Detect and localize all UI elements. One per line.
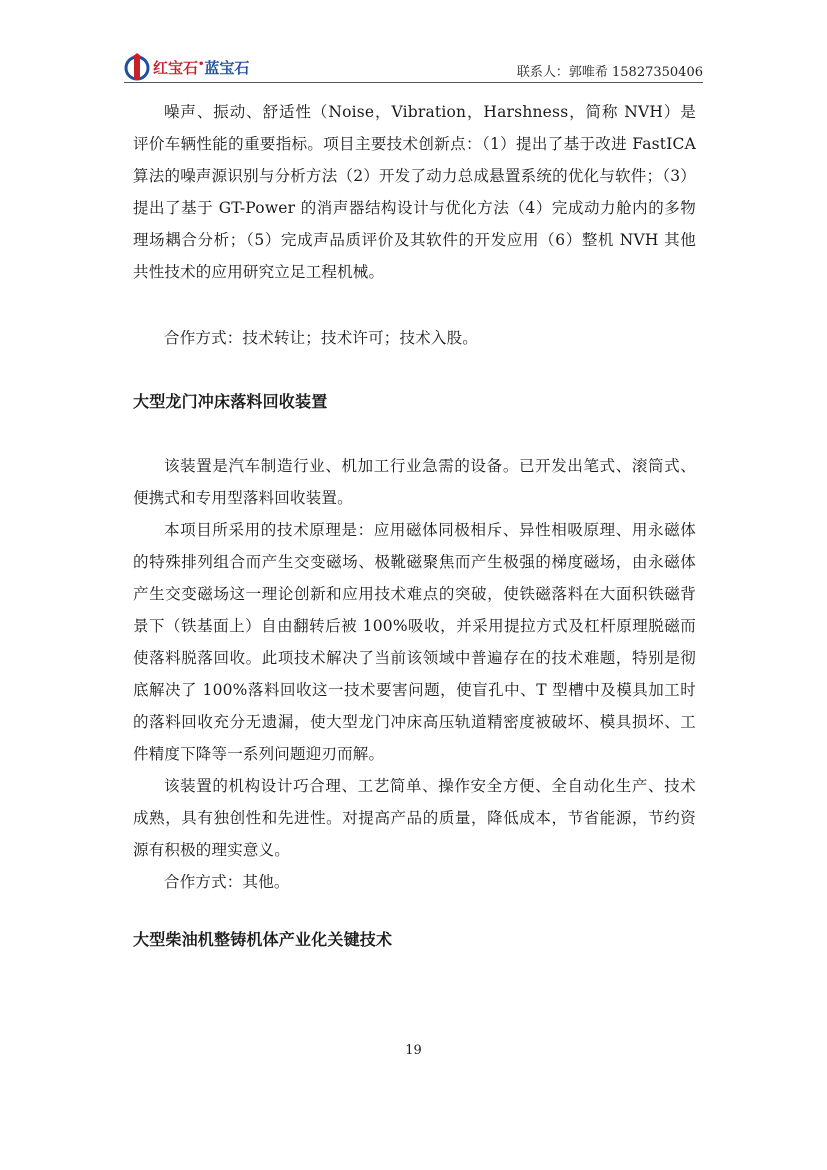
punch-press-paragraph-1: 该装置是汽车制造行业、机加工行业急需的设备。已开发出笔式、滚筒式、便携式和专用型落料回收装置。 [133,457,696,507]
section-heading-punch-press: 大型龙门冲床落料回收装置 [133,392,328,411]
nvh-cooperation: 合作方式：技术转让；技术许可；技术入股。 [164,329,479,347]
page-number: 19 [405,1043,422,1058]
nvh-paragraph: 噪声、振动、舒适性（Noise，Vibration，Harshness，简称 NVH）是评价车辆性能的重要指标。项目主要技术创新点：（1）提出了基于改进 FastICA 算法的噪声源识别与分析方法（2）开发了动力总成悬置系统的优化与软件；（3） 提出了基于 GT-Power 的消声器结构设计与优化方法（4）完成动力舱内的多物理场耦合分析；（5）完成声品质评价及其软件的开发应用（6）整机 NVH 其他共性技术的应用研究立足工程机械。 [133,103,696,281]
logo-text [153,57,249,78]
punch-press-paragraph-3: 该装置的机构设计巧合理、工艺简单、操作安全方便、全自动化生产、技术成熟，具有独创性和先进性。对提高产品的质量，降低成本，节省能源，节约资源有积极的理实意义。 [133,777,696,859]
document-body [133,96,696,956]
logo-emblem-icon [124,53,150,81]
header-divider [124,82,703,83]
punch-press-cooperation: 合作方式：其他。 [164,873,290,891]
logo-separator: • [198,58,205,70]
logo-text-red: 红宝石 [153,58,199,77]
punch-press-paragraph-2: 本项目所采用的技术原理是：应用磁体同极相斥、异性相吸原理、用永磁体的特殊排列组合而产生交变磁场、极靴磁聚焦而产生极强的梯度磁场，由永磁体产生交变磁场这一理论创新和应用技术难点的突破，使铁磁落料在大面积铁磁背景下（铁基面上）自由翻转后被 100%吸收，并采用提拉方式及杠杆原理脱磁而使落料脱落回收。此项技术解决了当前该领域中普遍存在的技术难题，特别是彻底解决了 100%落料回收这一技术要害问题，使盲孔中、T 型槽中及模具加工时的落料回收充分无遗漏，使大型龙门冲床高压轨道精密度被破坏、模具损坏、工件精度下降等一系列问题迎刃而解。 [133,521,696,763]
page-header [0,0,827,90]
company-logo [124,52,249,82]
contact-info: 联系人：郭唯希 15827350406 [516,65,703,80]
logo-text-blue: 蓝宝石 [204,58,250,77]
section-heading-diesel-engine: 大型柴油机整铸机体产业化关键技术 [133,930,393,949]
